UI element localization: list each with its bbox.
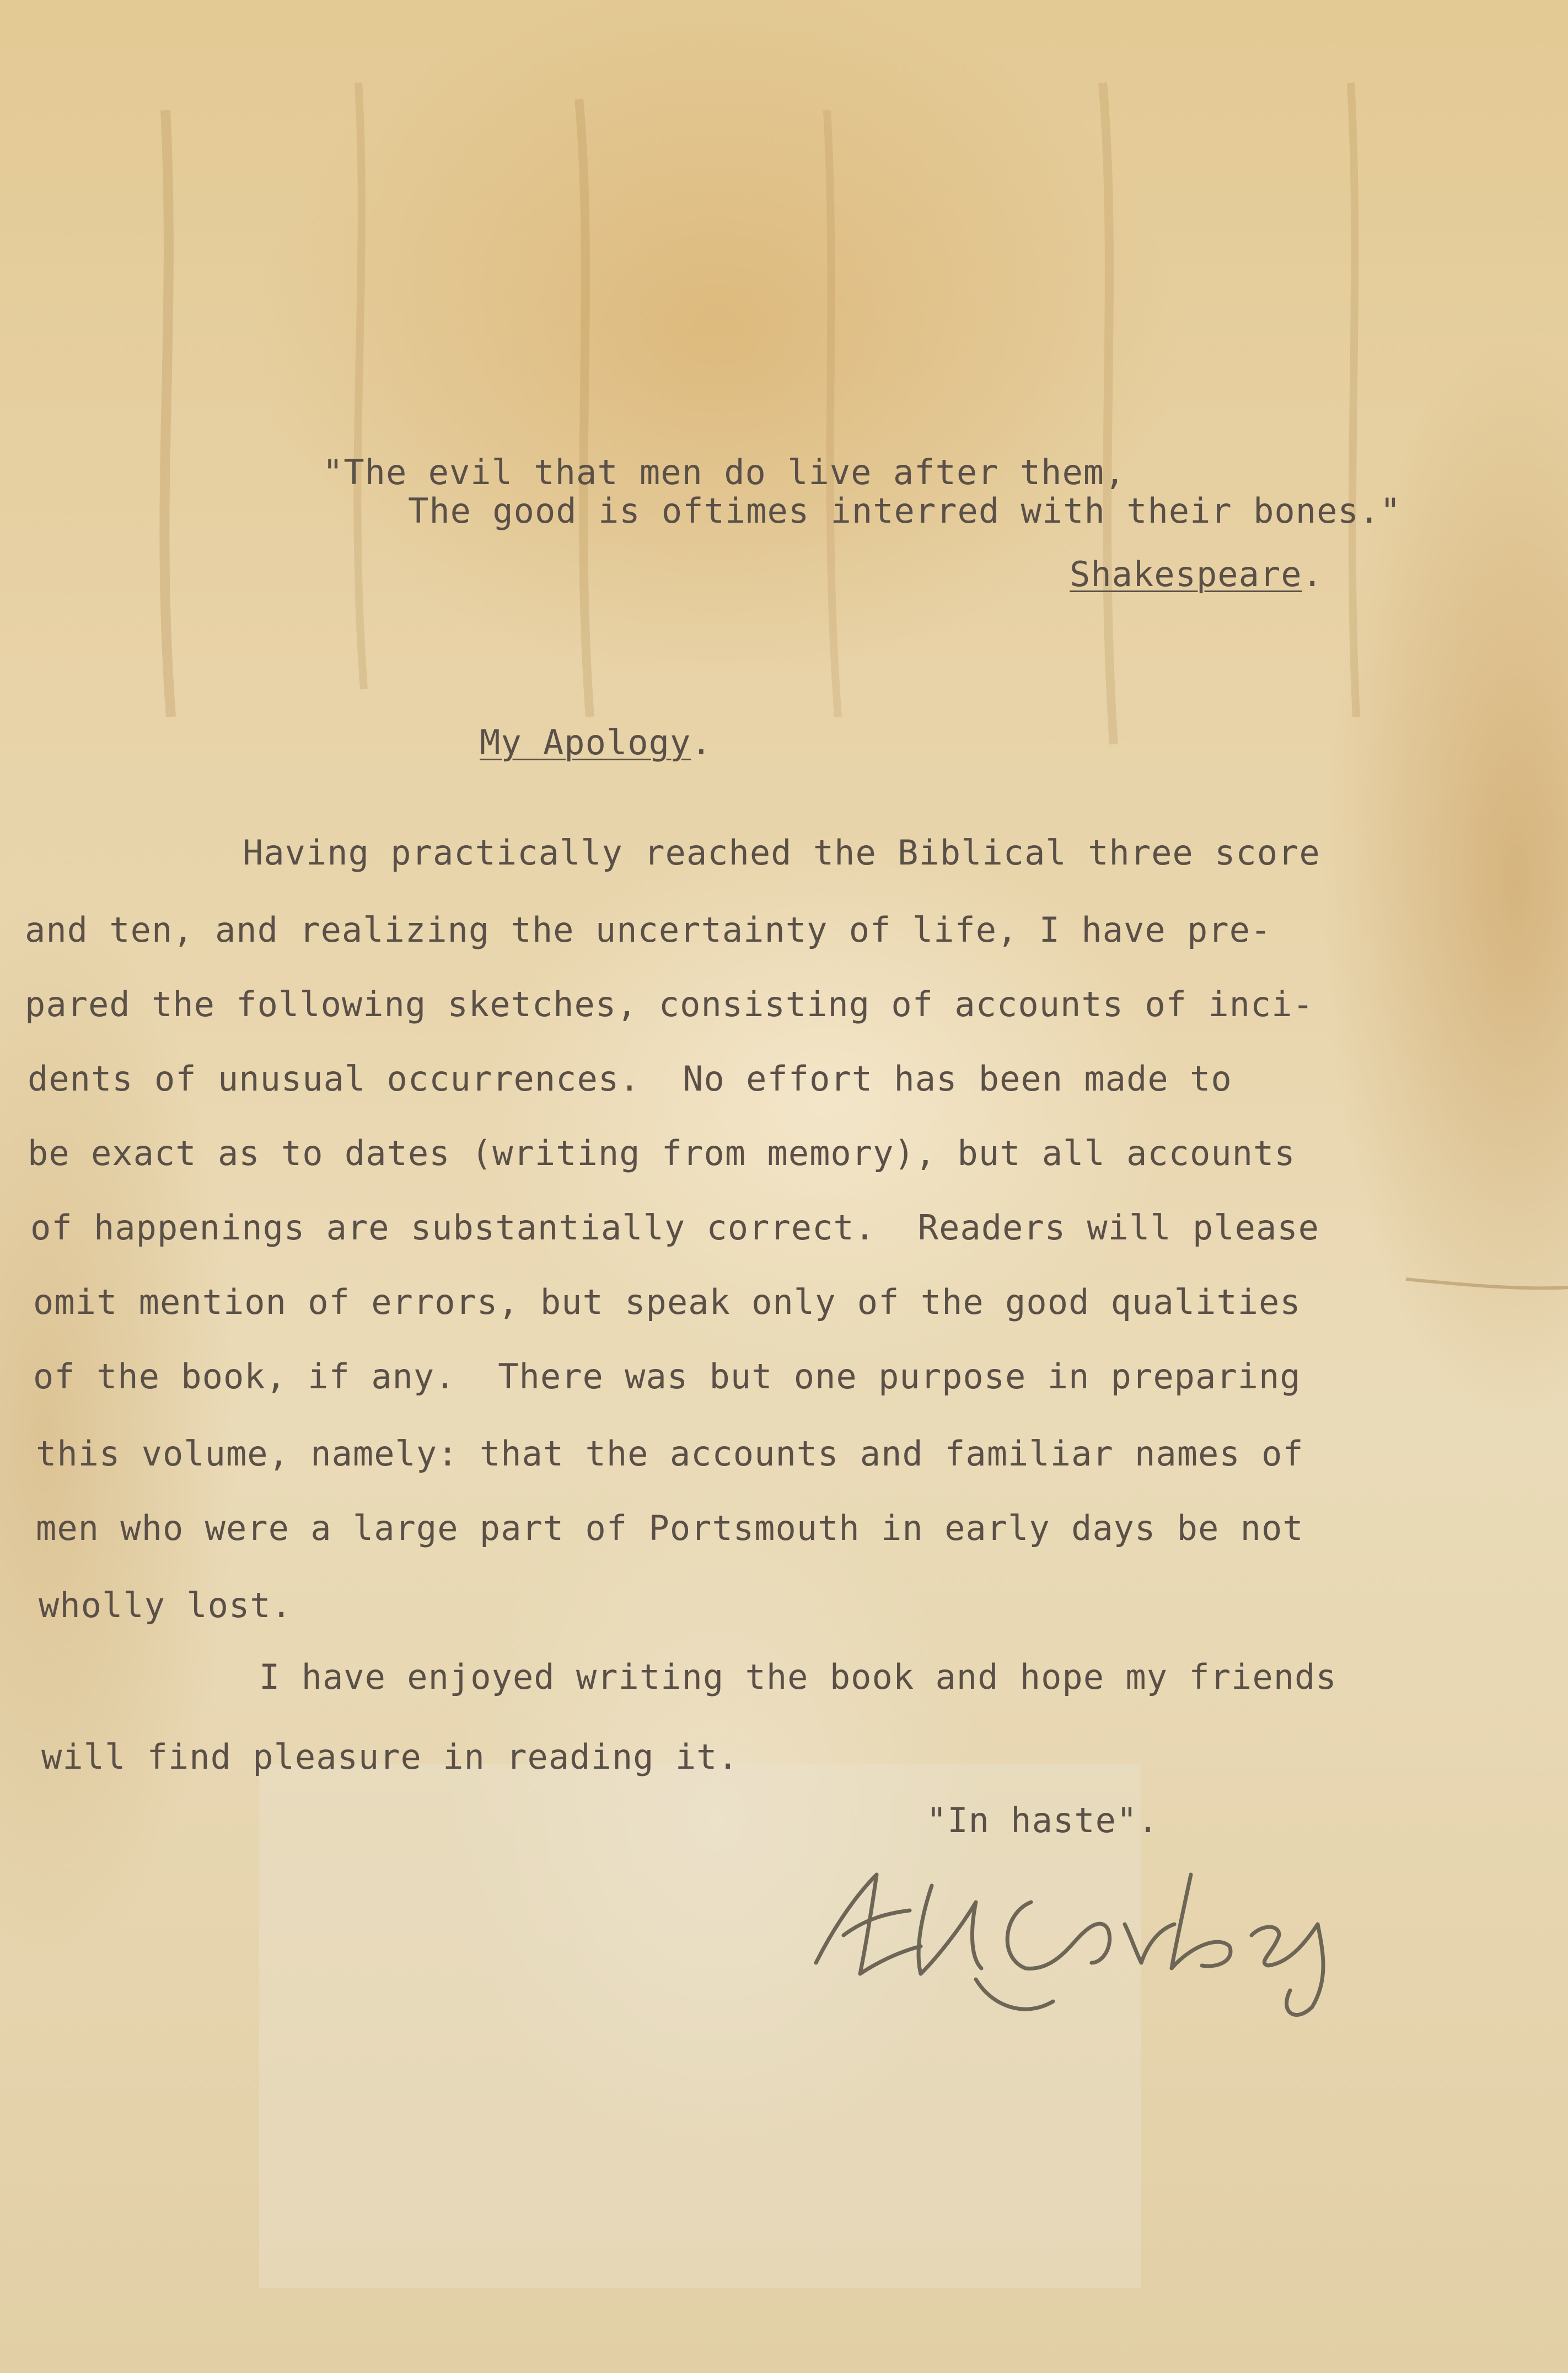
epigraph-attribution: Shakespeare — [1070, 554, 1302, 594]
heading-title: My Apology — [480, 722, 691, 763]
closing-text: "In haste". — [926, 1800, 1159, 1840]
body-line-6: of happenings are substantially correct. Readers will please — [30, 1207, 1319, 1248]
body-line-11: wholly lost. — [39, 1585, 292, 1625]
body-line-5: be exact as to dates (writing from memory), but all accounts — [28, 1133, 1296, 1173]
body-line-12: I have enjoyed writing the book and hope my friends — [259, 1657, 1337, 1697]
body-line-13: will find pleasure in reading it. — [41, 1737, 739, 1777]
body-line-4: dents of unusual occurrences. No effort has been made to — [28, 1059, 1232, 1099]
epigraph-attribution-punct: . — [1302, 554, 1323, 594]
signature — [794, 1853, 1400, 2029]
epigraph-line-2: The good is oftimes interred with their bones." — [408, 491, 1401, 531]
body-line-10: men who were a large part of Portsmouth in early days be not — [36, 1508, 1304, 1548]
epigraph-line-1: "The evil that men do live after them, — [323, 452, 1126, 492]
epigraph-attribution-row — [1070, 554, 1323, 594]
body-line-8: of the book, if any. There was but one purpose in preparing — [33, 1356, 1301, 1397]
body-line-3: pared the following sketches, consisting of accounts of inci- — [25, 984, 1314, 1024]
body-line-2: and ten, and realizing the uncertainty of life, I have pre- — [25, 910, 1272, 950]
body-line-7: omit mention of errors, but speak only of the good qualities — [33, 1282, 1301, 1322]
body-line-9: this volume, namely: that the accounts and familiar names of — [36, 1434, 1304, 1474]
heading-punct: . — [691, 722, 712, 763]
body-line-1: Having practically reached the Biblical three score — [243, 833, 1320, 873]
heading-row — [480, 722, 712, 763]
